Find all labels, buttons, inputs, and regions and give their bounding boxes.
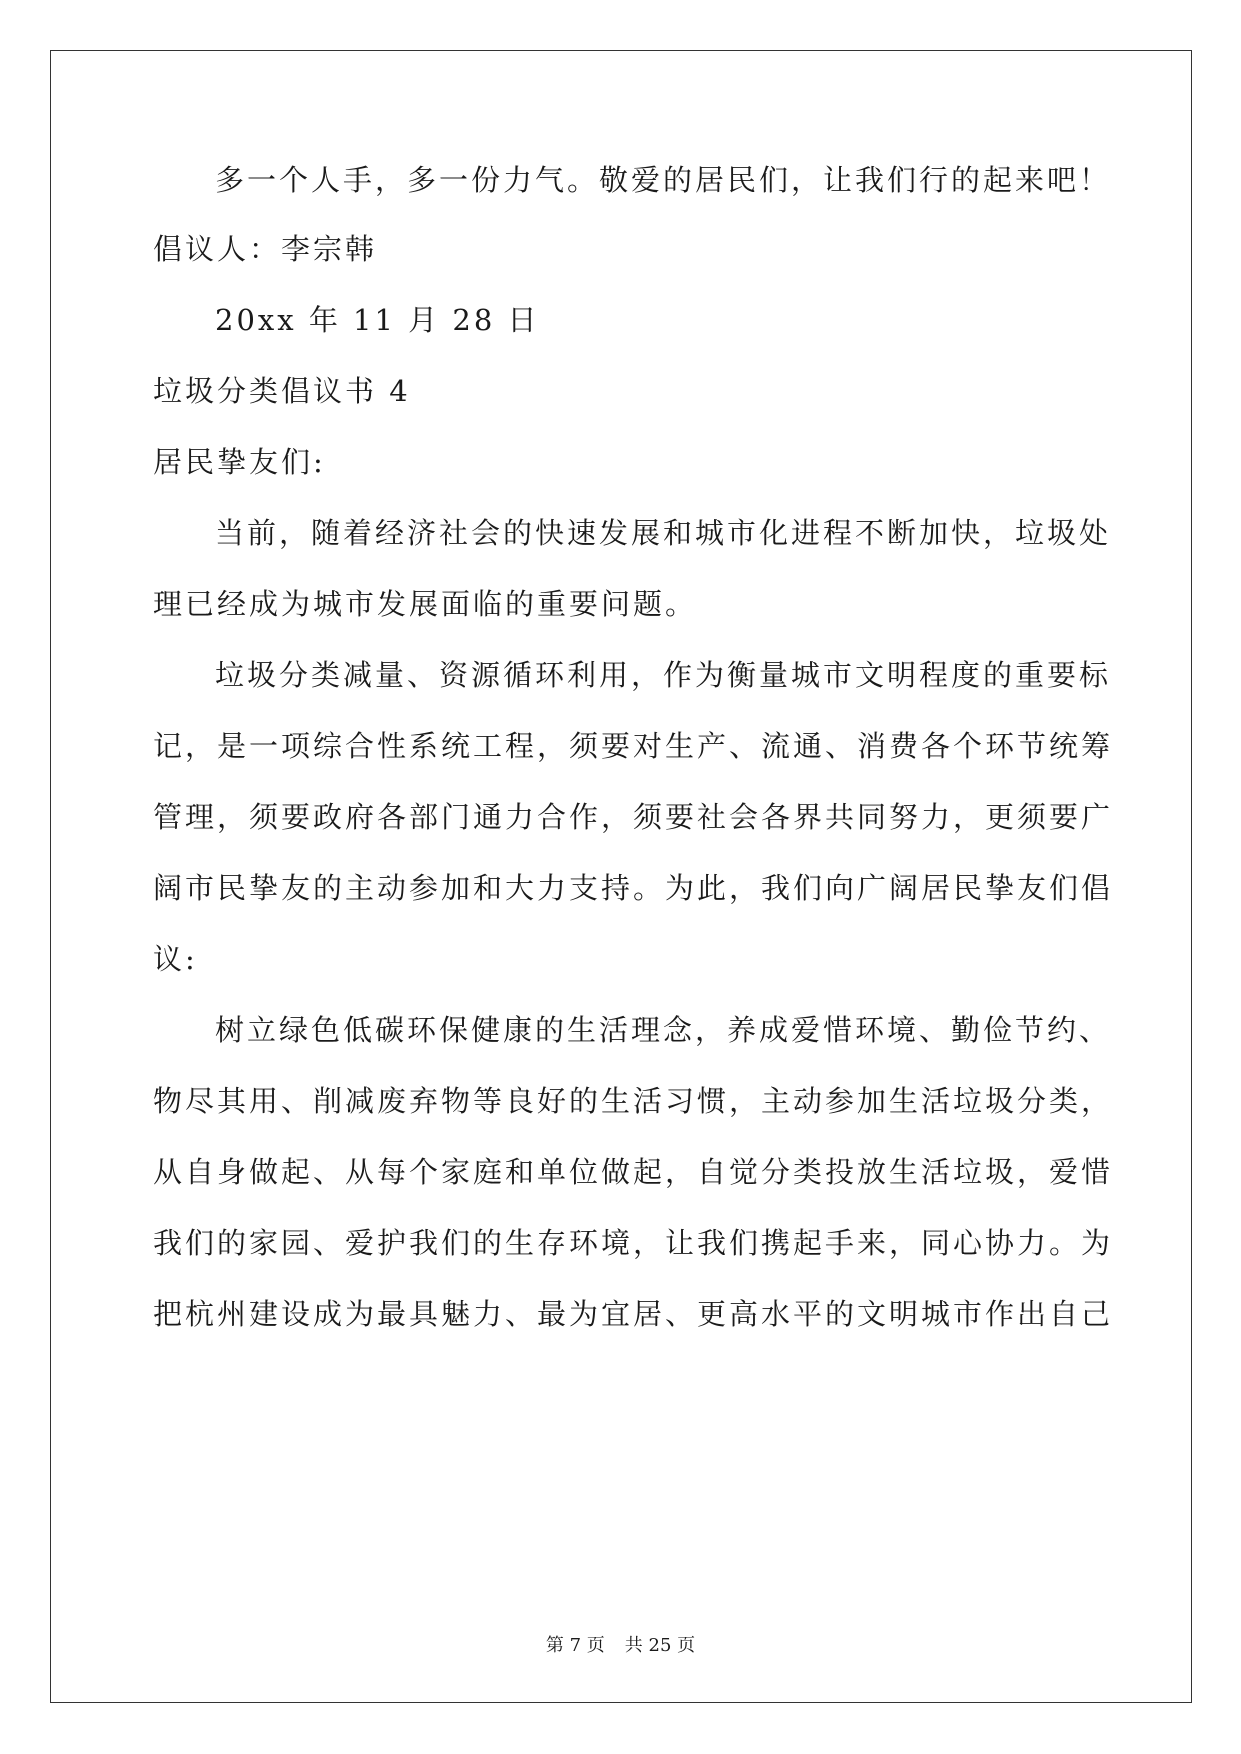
page-number: 第 7 页 (545, 1635, 605, 1656)
date-line: 20xx 年 11 月 28 日 (215, 303, 540, 337)
salutation: 居民挚友们: (153, 445, 326, 479)
paragraph-line: 物尽其用、削减废弃物等良好的生活习惯，主动参加生活垃圾分类， (153, 1084, 1114, 1118)
paragraph-line: 多一个人手，多一份力气。敬爱的居民们，让我们行的起来吧！ (215, 163, 1112, 197)
paragraph-line: 我们的家园、爱护我们的生存环境，让我们携起手来，同心协力。为 (153, 1226, 1114, 1260)
paragraph-line: 垃圾分类减量、资源循环利用，作为衡量城市文明程度的重要标 (215, 658, 1112, 692)
paragraph-line: 阔市民挚友的主动参加和大力支持。为此，我们向广阔居民挚友们倡 (153, 871, 1114, 905)
paragraph-line: 当前，随着经济社会的快速发展和城市化进程不断加快，垃圾处 (215, 516, 1112, 550)
page-footer (0, 1634, 1241, 1658)
paragraph-line: 把杭州建设成为最具魅力、最为宜居、更高水平的文明城市作出自己 (153, 1297, 1114, 1331)
proposer-line: 倡议人：李宗韩 (153, 232, 378, 266)
section-title: 垃圾分类倡议书 4 (153, 374, 411, 408)
paragraph-line: 议: (153, 942, 198, 976)
paragraph-line: 理已经成为城市发展面临的重要问题。 (153, 587, 698, 621)
paragraph-line: 从自身做起、从每个家庭和单位做起，自觉分类投放生活垃圾，爱惜 (153, 1155, 1114, 1189)
paragraph-line: 记，是一项综合性系统工程，须要对生产、流通、消费各个环节统筹 (153, 729, 1114, 763)
page-total: 共 25 页 (624, 1635, 696, 1656)
paragraph-line: 树立绿色低碳环保健康的生活理念，养成爱惜环境、勤俭节约、 (215, 1013, 1112, 1047)
paragraph-line: 管理，须要政府各部门通力合作，须要社会各界共同努力，更须要广 (153, 800, 1114, 834)
